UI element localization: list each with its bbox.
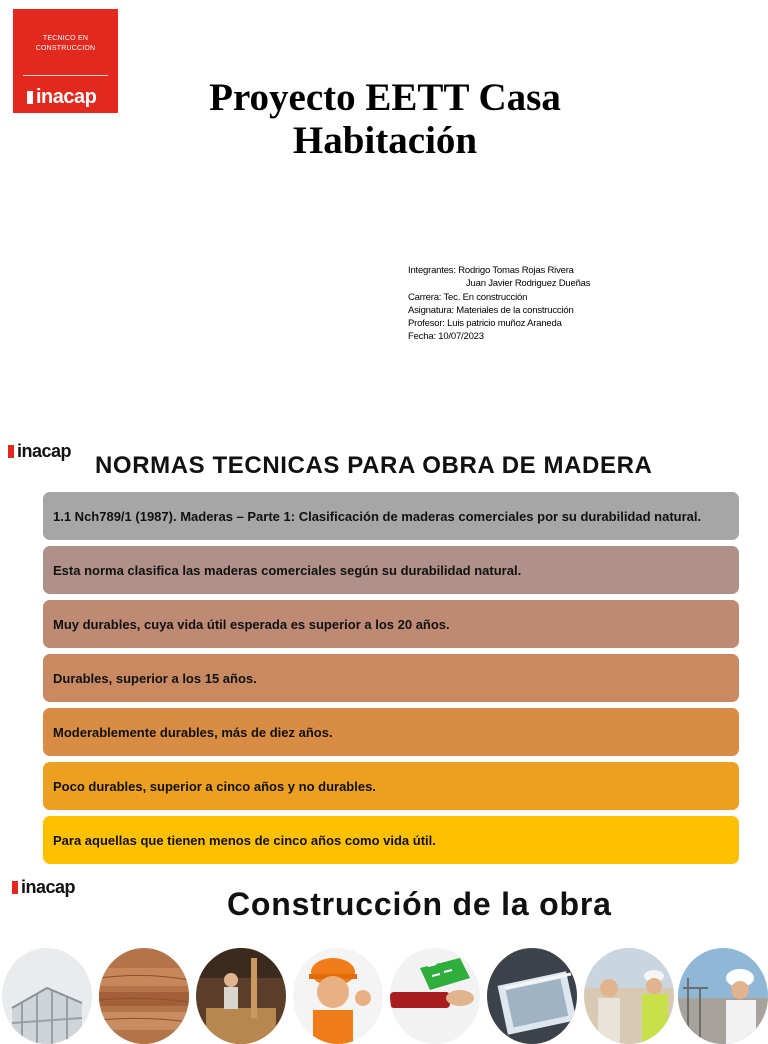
info-integrantes: Integrantes: Rodrigo Tomas Rojas Rivera [408, 265, 574, 276]
norm-item-text: 1.1 Nch789/1 (1987). Maderas – Parte 1: Clasificación de maderas comerciales por su durabilidad natural. [53, 508, 702, 524]
page-title [150, 76, 620, 162]
inacap-logo [27, 86, 96, 109]
logo-subtitle-line2: CONSTRUCCION [35, 45, 96, 52]
brand-text: inacap [36, 86, 97, 108]
building-frame-photo [2, 948, 92, 1044]
logo-subtitle [13, 34, 118, 54]
info-fecha: Fecha: 10/07/2023 [408, 331, 484, 343]
norm-item-text: Durables, superior a los 15 años. [53, 670, 257, 686]
inacap-logo-3 [12, 877, 75, 898]
brand-text: inacap [17, 441, 72, 461]
inacap-logo-2 [8, 441, 71, 462]
norm-item-text: Muy durables, cuya vida útil esperada es superior a los 20 años. [53, 616, 450, 632]
section-title: Construcción de la obra [227, 886, 612, 922]
norm-item [43, 600, 739, 648]
inacap-logo-box [13, 9, 118, 113]
norm-item [43, 816, 739, 864]
brand-text: inacap [21, 877, 76, 897]
section-title: NORMAS TECNICAS PARA OBRA DE MADERA [95, 452, 653, 479]
project-info [408, 264, 590, 344]
photo-strip [0, 946, 768, 1024]
title-line-1: Proyecto EETT Casa [209, 76, 561, 119]
wood-planks-photo [99, 948, 189, 1044]
norm-item [43, 492, 739, 540]
norm-item-text: Esta norma clasifica las maderas comerciales según su durabilidad natural. [53, 562, 522, 578]
norm-item-text: Poco durables, superior a cinco años y no durables. [53, 778, 376, 794]
inacap-mark-icon [27, 91, 33, 104]
title-line-2: Habitación [292, 119, 478, 162]
norm-item-text: Para aquellas que tienen menos de cinco años como vida útil. [53, 832, 436, 848]
engineers-photo [584, 948, 674, 1044]
info-profesor: Profesor: Luis patricio muñoz Araneda [408, 318, 562, 330]
norm-item [43, 762, 739, 810]
logo-divider [23, 75, 108, 76]
norm-item [43, 546, 739, 594]
inacap-mark-icon [8, 445, 14, 458]
norm-item-text: Moderablemente durables, más de diez años. [53, 724, 333, 740]
info-carrera: Carrera: Tec. En construcción [408, 291, 528, 303]
logo-subtitle-line1: TECNICO EN [42, 35, 89, 42]
carpenter-photo [196, 948, 286, 1044]
window-frame-photo [487, 948, 577, 1044]
inacap-mark-icon [12, 881, 18, 894]
norm-item [43, 708, 739, 756]
worker-helmet-photo [293, 948, 383, 1044]
info-integrante-2: Juan Javier Rodriguez Dueñas [466, 278, 591, 290]
blueprint-hand-photo [390, 948, 480, 1044]
norm-item [43, 654, 739, 702]
construction-site-photo [678, 948, 768, 1044]
info-asignatura: Asignatura: Materiales de la construcción [408, 304, 574, 316]
norms-list [43, 492, 739, 870]
